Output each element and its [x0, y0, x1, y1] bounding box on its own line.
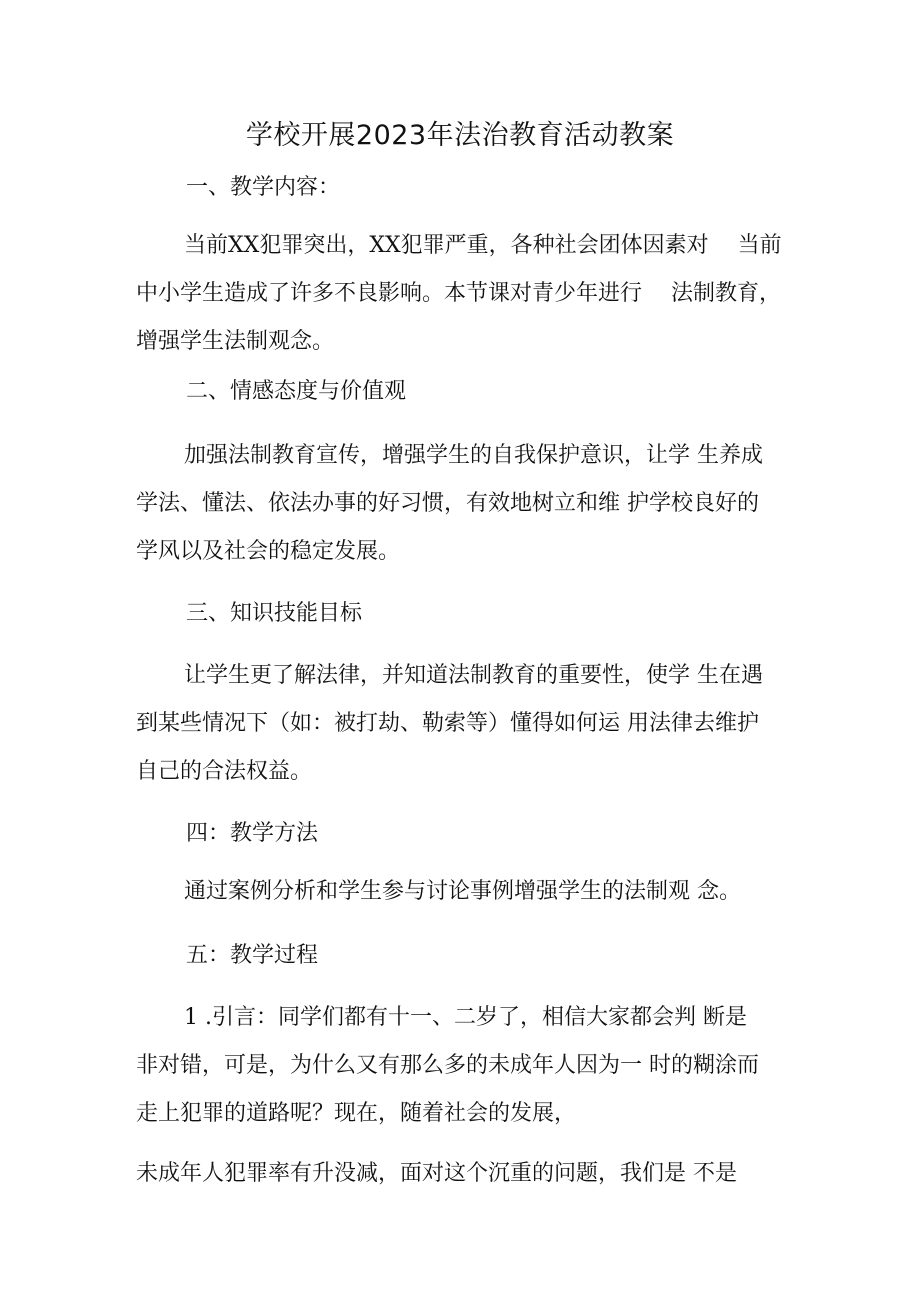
paragraph-line: 学法、懂法、依法办事的好习惯，有效地树立和维 护学校良好的 [136, 491, 759, 516]
document-title: 学校开展2023年法治教育活动教案 [245, 120, 675, 151]
section-heading-content: 一、教学内容： [186, 175, 341, 200]
paragraph-line: 中小学生造成了许多不良影响。本节课对青少年进行 法制教育， [136, 281, 781, 306]
paragraph-line: 学风以及社会的稳定发展。 [136, 539, 401, 564]
paragraph-line: 未成年人犯罪率有升没减，面对这个沉重的问题，我们是 不是 [136, 1161, 737, 1186]
section-heading-methods: 四：教学方法 [186, 821, 319, 846]
trailing-paragraph [136, 1150, 796, 1198]
paragraph-line: 通过案例分析和学生参与讨论事例增强学生的法制观 念。 [184, 879, 741, 904]
section-paragraph-process [136, 994, 796, 1138]
section-heading-goals: 三、知识技能目标 [186, 601, 363, 626]
section-heading-process: 五：教学过程 [186, 943, 319, 968]
paragraph-line: 非对错，可是，为什么又有那么多的未成年人因为一 时的糊涂而 [136, 1053, 759, 1078]
paragraph-line: 1 .引言：同学们都有十一、二岁了，相信大家都会判 断是 [184, 1005, 747, 1030]
paragraph-line: 走上犯罪的道路呢？现在，随着社会的发展， [136, 1101, 577, 1126]
section-paragraph-content [136, 222, 796, 366]
paragraph-line: 自己的合法权益。 [136, 759, 313, 784]
section-heading-values: 二、情感态度与价值观 [186, 379, 407, 404]
section-paragraph-goals [136, 652, 796, 796]
paragraph-line: 当前XX犯罪突出，XX犯罪严重，各种社会团体因素对 当前 [184, 233, 782, 258]
paragraph-line: 增强学生法制观念。 [136, 329, 335, 354]
paragraph-line: 到某些情况下（如：被打劫、勒索等）懂得如何运 用法律去维护 [136, 711, 759, 736]
section-paragraph-methods [136, 868, 796, 916]
paragraph-line: 让学生更了解法律，并知道法制教育的重要性，使学 生在遇 [184, 663, 763, 688]
section-paragraph-values [136, 432, 796, 576]
paragraph-line: 加强法制教育宣传，增强学生的自我保护意识，让学 生养成 [184, 443, 763, 468]
